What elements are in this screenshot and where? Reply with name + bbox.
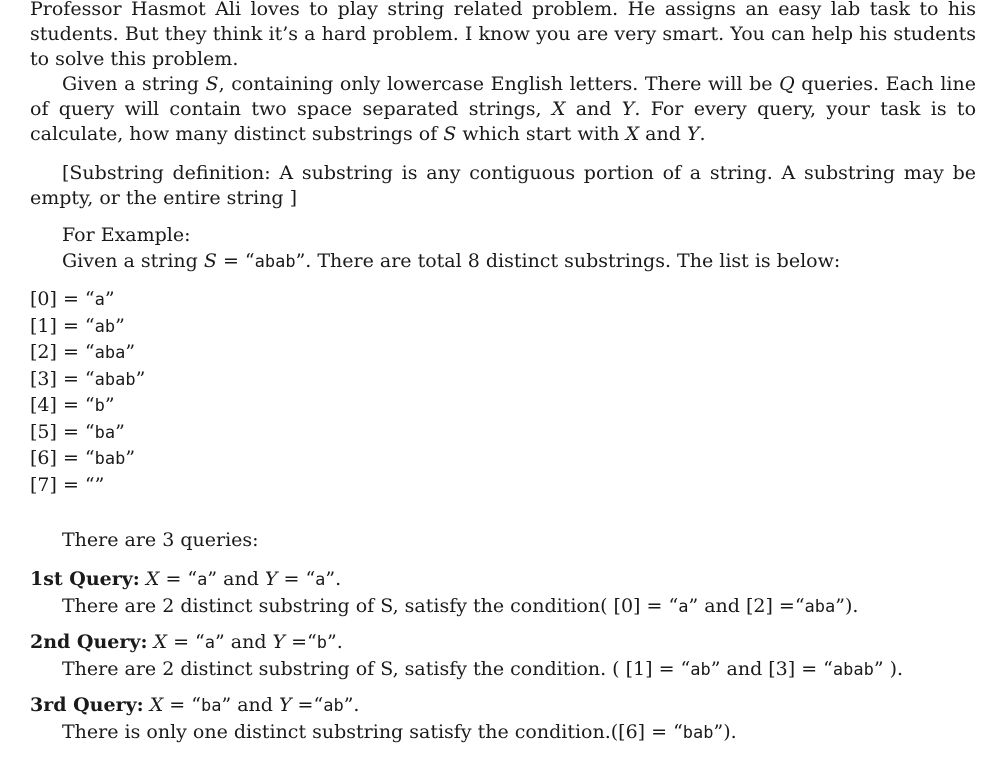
substring-item: [0] = “a” <box>30 288 115 310</box>
substring-value: bab <box>94 449 126 469</box>
substring-index: [6] <box>30 447 57 469</box>
substring-item: [4] = “b” <box>30 394 115 416</box>
query-block-3: 3rd Query: X = “ba” and Y =“ab”. There is only one distinct substring satisfy the condition.([6] = “bab”). <box>30 693 976 746</box>
substring-value: ba <box>94 422 116 443</box>
substring-item: [3] = “abab” <box>30 367 146 390</box>
substring-index: [7] <box>30 473 57 496</box>
queries-intro: There are 3 queries: <box>62 529 259 551</box>
query-block-1: 1st Query: X = “a” and Y = “a”. There are 2 distinct substring of S, satisfy the condition( [0] = “a” and [2] =“aba”). <box>30 567 976 620</box>
example-heading: For Example: <box>62 224 191 246</box>
substring-value: aba <box>94 343 126 363</box>
definition-paragraph: [Substring definition: A substring is any contiguous portion of a string. A substring may be empty, or the entire string ] <box>30 162 976 209</box>
substring-index: [0] <box>30 288 57 310</box>
query-label: 2nd Query: <box>30 631 148 653</box>
query-label: 3rd Query: <box>30 694 144 716</box>
substring-item: [1] = “ab” <box>30 314 125 337</box>
substring-value: ab <box>94 316 116 337</box>
query-label: 1st Query: <box>30 568 140 590</box>
substring-item: [7] = “” <box>30 473 105 496</box>
query-result: There is only one distinct substring satisfy the condition.([6] = “bab”). <box>62 720 737 743</box>
substring-value: b <box>94 396 105 416</box>
substring-index: [4] <box>30 394 57 416</box>
substring-value: a <box>94 290 105 310</box>
example-line: Given a string S = “abab”. There are total 8 distinct substrings. The list is below: <box>62 250 841 272</box>
given-paragraph: Given a string S, containing only lowercase English letters. There will be Q queries. Each line of query will contain two space separated strings, X and Y. For every query, your task is to calculate, how many distinct substrings of S which start with X and Y. <box>30 73 977 145</box>
intro-paragraph: Professor Hasmot Ali loves to play string related problem. He assigns an easy lab task to his students. But they think it’s a hard problem. I know you are very smart. You can help his students to solve this problem. <box>30 0 976 70</box>
substring-value: abab <box>94 369 136 390</box>
query-block-2: 2nd Query: X = “a” and Y =“b”. There are 2 distinct substring of S, satisfy the condition. ( [1] = “ab” and [3] = “abab” ). <box>30 630 976 683</box>
substring-index: [5] <box>30 420 57 443</box>
query-result: There are 2 distinct substring of S, satisfy the condition( [0] = “a” and [2] =“aba”). <box>62 594 859 617</box>
substring-index: [2] <box>30 341 57 363</box>
substring-index: [1] <box>30 314 57 337</box>
substring-item: [6] = “bab” <box>30 447 136 469</box>
substring-item: [5] = “ba” <box>30 420 125 443</box>
substring-list <box>30 287 145 499</box>
substring-index: [3] <box>30 367 57 390</box>
query-result: There are 2 distinct substring of S, satisfy the condition. ( [1] = “ab” and [3] = “abab” ). <box>62 657 904 680</box>
substring-item: [2] = “aba” <box>30 341 136 363</box>
